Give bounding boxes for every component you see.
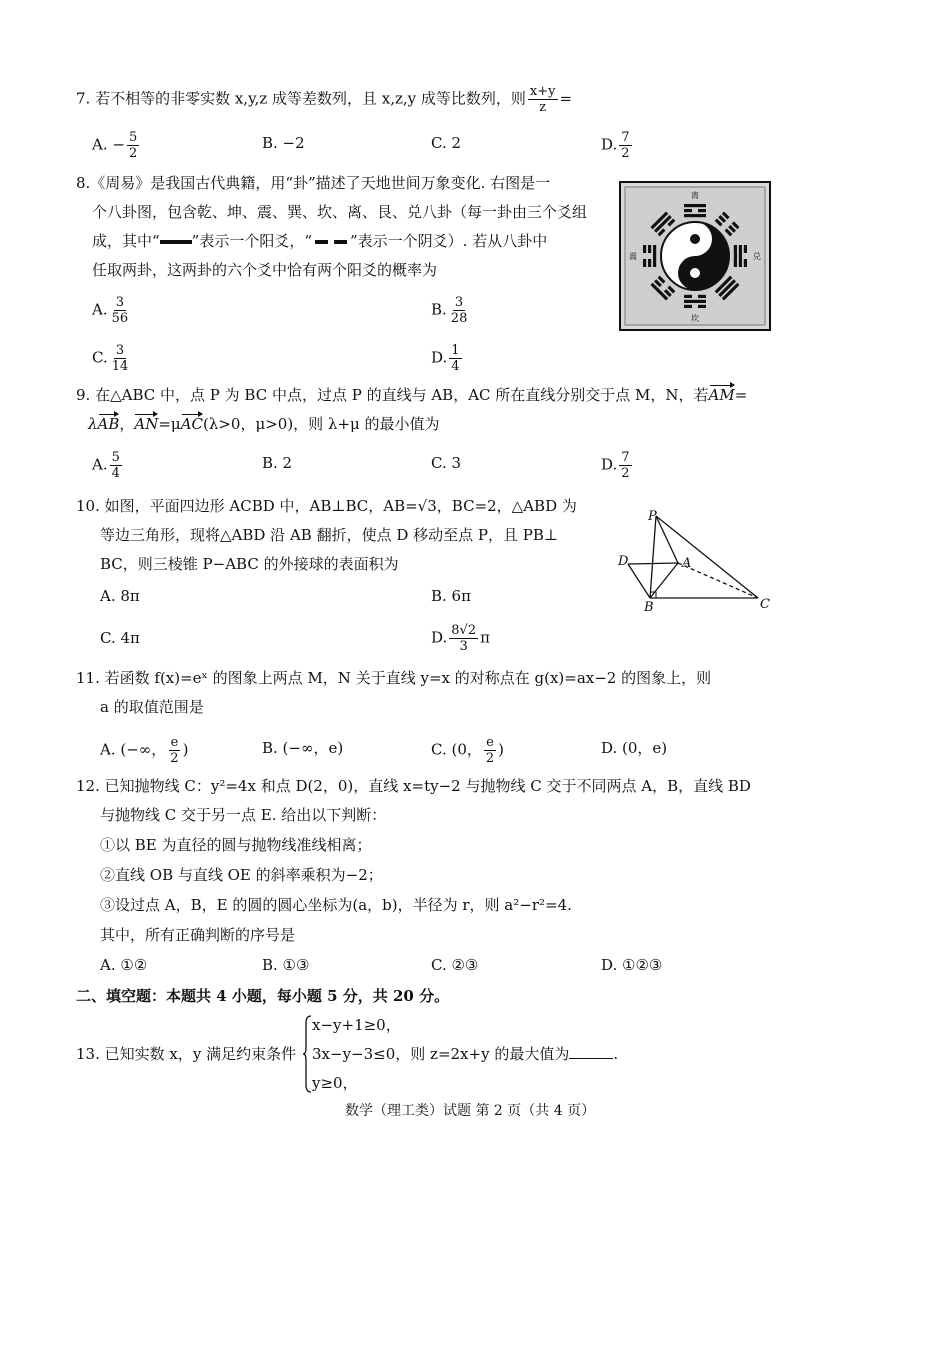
q7-option-d: D. $\frac{7}{2}$ bbox=[601, 130, 630, 161]
q11-option-a: A. (−∞， $\frac{e}{2}$ ) bbox=[100, 735, 189, 766]
q8-line-4: 任取两卦，这两卦的六个爻中恰有两个阳爻的概率为 bbox=[92, 261, 438, 279]
edge-pb bbox=[650, 516, 656, 598]
section-2-heading: 二、填空题：本题共 4 小题，每小题 5 分，共 20 分。 bbox=[76, 987, 450, 1005]
label-a: A bbox=[682, 556, 692, 571]
q8-option-d: D. $\frac{1}{4}$ bbox=[431, 343, 460, 374]
q11-line-2: a 的取值范围是 bbox=[100, 698, 204, 716]
edge-pa bbox=[656, 516, 678, 563]
q9-option-d: D. $\frac{7}{2}$ bbox=[601, 450, 630, 481]
yin-line-symbol-left bbox=[315, 240, 328, 244]
trigram-label-li: 离 bbox=[691, 191, 699, 200]
constraint-brace bbox=[302, 1015, 312, 1093]
q7-option-b: B. −2 bbox=[262, 134, 305, 152]
taiji-symbol bbox=[661, 222, 729, 290]
q7-option-a: A. − $\frac{5}{2}$ bbox=[92, 130, 138, 161]
q8-option-a: A. $\frac{3}{56}$ bbox=[92, 295, 129, 326]
q8-line-1: 8.《周易》是我国古代典籍，用“卦”描述了天地世间万象变化. 右图是一 bbox=[76, 174, 551, 192]
q9-option-b: B. 2 bbox=[262, 454, 293, 472]
q12-judgement-2: ②直线 OB 与直线 OE 的斜率乘积为−2； bbox=[100, 866, 383, 884]
q13-lead: 13. 已知实数 x，y 满足约束条件 bbox=[76, 1045, 297, 1063]
yang-line-symbol bbox=[160, 240, 192, 244]
q12-option-b: B. ①③ bbox=[262, 956, 310, 974]
vector-am: AM bbox=[708, 386, 735, 404]
trigram-label-dui: 兑 bbox=[753, 252, 761, 261]
q10-line-1: 10. 如图，平面四边形 ACBD 中，AB⊥BC，AB=√3，BC=2，△ABD 为 bbox=[76, 497, 577, 515]
label-p: P bbox=[648, 509, 657, 524]
q12-line-2: 与抛物线 C 交于另一点 E. 给出以下判断： bbox=[100, 806, 387, 824]
vector-ac: AC bbox=[180, 415, 203, 433]
q9-option-a: A. $\frac{5}{4}$ bbox=[92, 450, 120, 481]
yin-line-symbol-right bbox=[334, 240, 347, 244]
q10-option-a: A. 8π bbox=[100, 587, 140, 605]
edge-da bbox=[628, 563, 678, 564]
bagua-figure bbox=[619, 181, 771, 331]
q11-option-b: B. (−∞，e) bbox=[262, 739, 344, 757]
page-footer: 数学（理工类）试题 第 2 页（共 4 页） bbox=[345, 1103, 596, 1119]
q9-line-1: 9. 在△ABC 中，点 P 为 BC 中点，过点 P 的直线与 AB，AC 所在直线分别交于点 M，N，若AM= bbox=[76, 386, 748, 404]
q12-line-1: 12. 已知抛物线 C：y²=4x 和点 D(2，0)，直线 x=ty−2 与抛物线 C 交于不同两点 A，B，直线 BD bbox=[76, 777, 751, 795]
q10-option-c: C. 4π bbox=[100, 629, 140, 647]
q12-option-d: D. ①②③ bbox=[601, 956, 663, 974]
pyramid-figure bbox=[612, 508, 772, 614]
answer-blank[interactable] bbox=[569, 1044, 613, 1059]
edge-ba bbox=[650, 563, 678, 598]
vector-ab: AB bbox=[97, 415, 120, 433]
q10-option-b: B. 6π bbox=[431, 587, 471, 605]
q9-option-c: C. 3 bbox=[431, 454, 462, 472]
q12-option-c: C. ②③ bbox=[431, 956, 479, 974]
label-d: D bbox=[618, 554, 629, 569]
q11-option-d: D. (0，e) bbox=[601, 739, 668, 757]
label-c: C bbox=[760, 597, 770, 612]
q13-constraint-2: 3x−y−3≤0，则 z=2x+y 的最大值为 . bbox=[312, 1045, 619, 1063]
q10-line-2: 等边三角形，现将△ABD 沿 AB 翻折，使点 D 移动至点 P，且 PB⊥ bbox=[100, 526, 558, 544]
q8-line-3: 成，其中“ ”表示一个阳爻，“ ”表示一个阴爻）. 若从八卦中 bbox=[92, 232, 548, 250]
trigram-label-zhen: 震 bbox=[629, 252, 637, 261]
q7-fraction: $\frac{x+y}{z}$ bbox=[529, 84, 556, 115]
trigram-label-kan: 坎 bbox=[691, 314, 699, 323]
q11-line-1: 11. 若函数 f(x)=eˣ 的图象上两点 M，N 关于直线 y=x 的对称点在 g(x)=ax−2 的图象上，则 bbox=[76, 669, 712, 687]
q8-line-2: 个八卦图，包含乾、坤、震、巽、坎、离、艮、兑八卦（每一卦由三个爻组 bbox=[92, 203, 588, 221]
q7-stem: 7. 若不相等的非零实数 x,y,z 成等差数列，且 x,z,y 成等比数列，则 $\frac{x+y}{z}$ = bbox=[76, 84, 573, 115]
q11-option-c: C. (0， $\frac{e}{2}$ ) bbox=[431, 735, 505, 766]
q8-option-c: C. $\frac{3}{14}$ bbox=[92, 343, 129, 374]
q10-option-d: D. $\frac{8√2}{3}$ π bbox=[431, 623, 490, 654]
vector-an: AN bbox=[134, 415, 159, 433]
edge-pc bbox=[656, 516, 758, 598]
q12-line-6: 其中，所有正确判断的序号是 bbox=[100, 926, 296, 944]
q9-line-2: λAB，AN=μAC(λ>0，μ>0)，则 λ+μ 的最小值为 bbox=[88, 415, 440, 433]
label-b: B bbox=[644, 600, 654, 614]
q8-option-b: B. $\frac{3}{28}$ bbox=[431, 295, 468, 326]
q12-judgement-3: ③设过点 A，B，E 的圆的圆心坐标为(a，b)，半径为 r，则 a²−r²=4. bbox=[100, 896, 572, 914]
q12-judgement-1: ①以 BE 为直径的圆与抛物线准线相离； bbox=[100, 836, 372, 854]
q12-option-a: A. ①② bbox=[100, 956, 148, 974]
edge-db bbox=[628, 564, 650, 598]
q13-constraint-3: y≥0， bbox=[312, 1074, 358, 1092]
q7-option-c: C. 2 bbox=[431, 134, 462, 152]
q13-constraint-1: x−y+1≥0， bbox=[312, 1016, 401, 1034]
q10-line-3: BC，则三棱锥 P−ABC 的外接球的表面积为 bbox=[100, 555, 399, 573]
